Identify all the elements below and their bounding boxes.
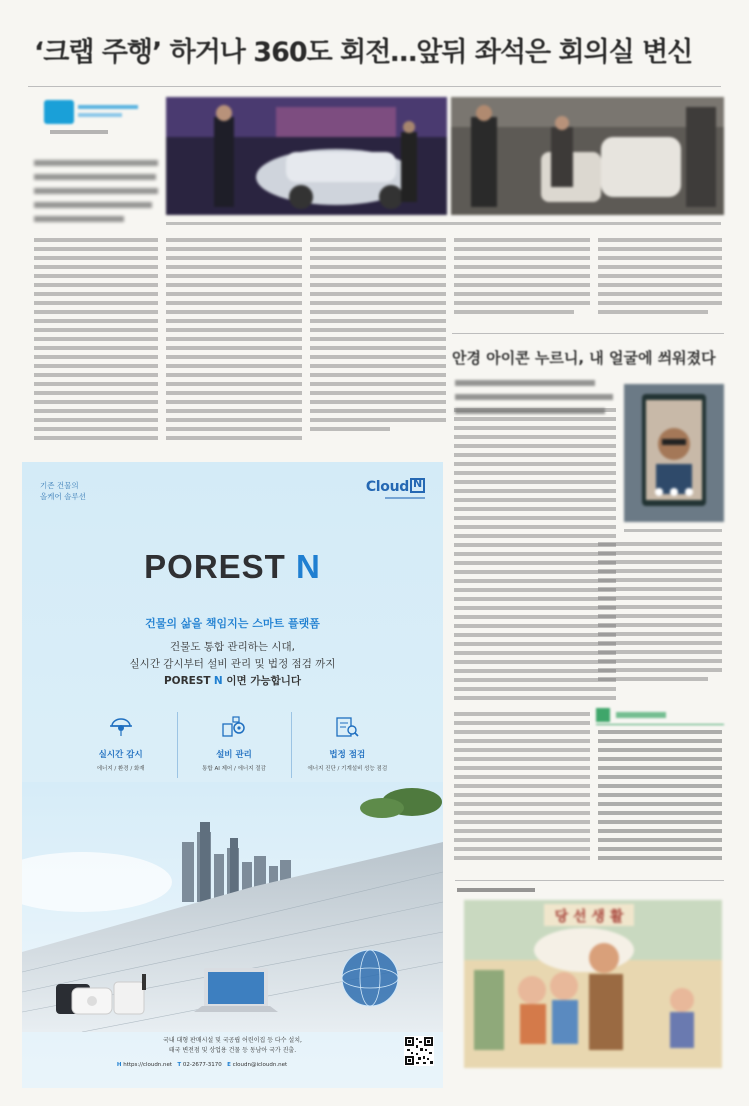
ad-desc-brand: POREST [163,675,211,687]
brand-title [22,548,443,586]
section-rule [452,333,724,334]
article-body-col5 [598,238,724,318]
cctv-camera-icon [108,716,134,738]
ad-footer [22,1036,443,1055]
ad-desc-n: N [213,675,223,687]
ad-desc-line1: 건물도 통합 관리하는 시대, [170,641,295,653]
sidebar-box-header [596,706,724,726]
article-body-col2 [166,238,304,448]
feature-list [64,712,404,780]
photo-ar-caption-blur [624,528,724,533]
article-headline: ‘크랩 주행’ 하거나 360도 회전…앞뒤 좌석은 회의실 변신 [34,37,693,68]
section-headline: 안경 아이콘 누르니, 내 얼굴에 씌워졌다 [452,349,716,367]
headline-rule [28,86,721,87]
svg-text:당 선 생 활: 당 선 생 활 [554,909,624,925]
feature-subtitle: 에너지 / 환경 / 화재 [96,766,145,772]
contact-email[interactable]: cloudn@icloudn.net [232,1062,288,1068]
ces-logo [44,100,146,124]
feature-title: 실시간 감시 [98,750,143,760]
photo-caption-blur [166,221,724,227]
photo-vehicle-interior [166,97,447,215]
feature-subtitle: 통합 AI 제어 / 에너지 절감 [202,766,266,772]
ad-contacts [22,1062,382,1068]
ad-desc-line3 [22,673,443,690]
ad-corner-line1: 기존 건물의 [40,481,79,490]
cloudn-logo [366,476,425,502]
article-lead-blurred [34,158,160,231]
sidebar-box-body [598,730,724,870]
section-body-col1 [454,408,618,708]
ad-corner-text [40,480,86,502]
cartoon-illustration [464,900,722,1068]
photo-ar-glasses [624,384,724,522]
feature-title: 설비 관리 [216,750,252,760]
section-body-col2 [598,542,724,692]
ad-corner-line2: 올케어 솔루션 [40,492,86,501]
ad-description [22,639,443,690]
brand-title-n: N [285,548,321,585]
contact-email-label: E [227,1062,231,1068]
photo-seat-demo [451,97,724,215]
section-body-col1b [454,712,592,872]
article-body-col4 [454,238,592,318]
ad-tagline: 건물의 삶을 책임지는 스마트 플랫폼 [145,617,320,630]
ad-city-scene [22,782,443,1032]
cloudn-logo-word: Cloud [365,479,409,495]
contact-phone[interactable]: 02-2677-3170 [182,1062,222,1068]
document-magnifier-icon [334,716,360,738]
feature-legal-inspection [291,712,404,780]
feature-realtime-monitoring [64,712,177,780]
ad-desc-rest: 이면 가능합니다 [222,675,302,687]
contact-homepage[interactable]: https://cloudn.net [123,1062,173,1068]
feature-title: 법정 점검 [329,750,366,760]
ad-desc-line2: 실시간 감시부터 설비 관리 및 법정 점검 까지 [129,658,336,670]
gear-chip-icon [221,716,247,738]
article-body-col1 [34,238,160,448]
contact-phone-label: T [177,1062,182,1068]
ad-footer-line1: 국내 대형 판매시설 및 국공립 어린이집 등 다수 설치, [163,1037,302,1044]
feature-facility-management [177,712,290,780]
qr-code-icon[interactable] [404,1036,434,1066]
ad-footer-line2: 태국 변전점 및 상업용 건물 등 동남아 국가 진출. [168,1046,297,1054]
brand-title-main: POREST [144,548,286,585]
ces-caption-blur [50,128,110,136]
cartoon-rule [455,880,724,881]
article-body-col3 [310,238,448,448]
cloudn-logo-tagline [366,496,425,502]
advertisement[interactable] [22,462,443,1088]
contact-homepage-label: H [116,1062,122,1068]
cartoon-title-blur [457,886,537,894]
feature-subtitle: 에너지 진단 / 기계설비 성능 점검 [307,766,388,772]
cloudn-logo-mark [410,478,425,493]
